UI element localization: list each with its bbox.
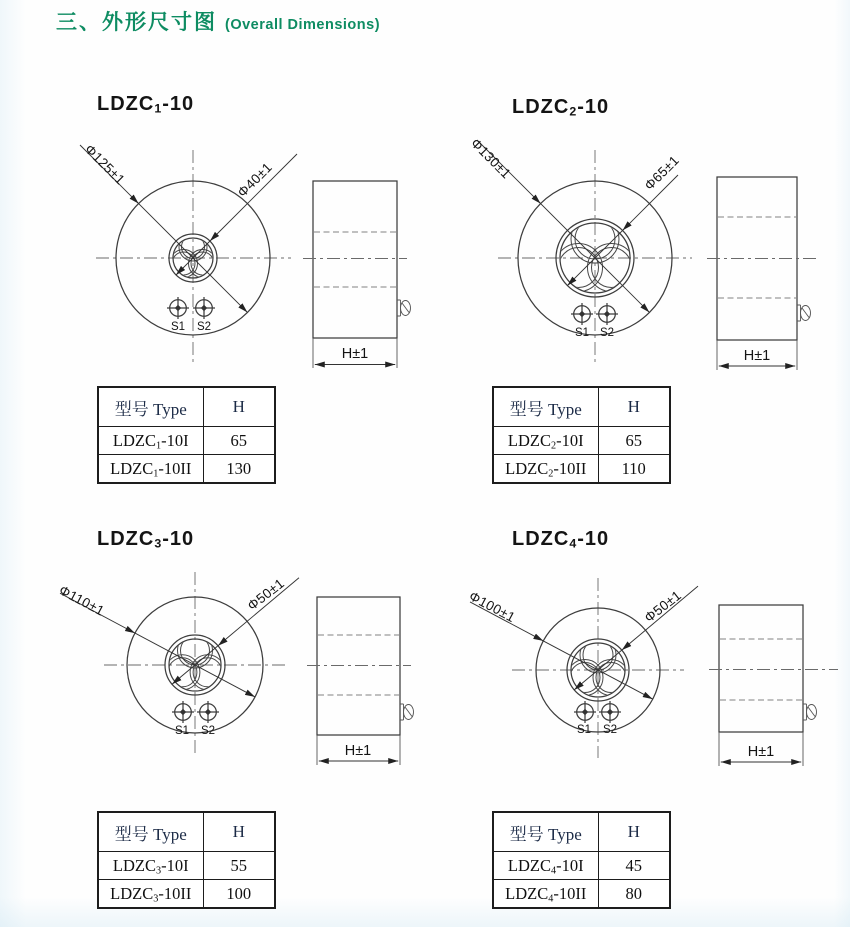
- table-row: [98, 455, 275, 484]
- ldzc4-front-view: [467, 578, 698, 758]
- h-value-cell: 130: [203, 455, 275, 484]
- h-value-cell: 110: [598, 455, 670, 484]
- ldzc3-dimensions-table: [97, 811, 276, 909]
- ldzc2-front-view: [468, 136, 692, 366]
- table-row: [98, 852, 275, 880]
- outer-diameter-label: Φ110±1: [56, 582, 107, 619]
- terminal-label-s1: S1: [574, 327, 590, 339]
- inner-diameter-dimension: [567, 153, 682, 286]
- terminal-screw-icon: [574, 701, 596, 723]
- diagram-title-ldzc4-10: $LDZC_4-10$: [512, 528, 610, 551]
- inner-diameter-label: Φ50±1: [641, 587, 685, 626]
- side-terminal-bolt-icon: [797, 305, 811, 321]
- h-column-header: H: [203, 387, 275, 427]
- h-value-cell: 65: [203, 427, 275, 455]
- ldzc1-side-view: [303, 181, 411, 368]
- terminal-screw-icon: [193, 297, 215, 319]
- table-header-row: [98, 387, 275, 427]
- outer-diameter-label: Φ125±1: [81, 141, 128, 188]
- model-type-cell: $LDZC_4-10II$: [493, 880, 598, 909]
- inner-diameter-label: Φ65±1: [641, 152, 682, 194]
- height-dimension-label: H±1: [743, 348, 771, 364]
- terminal-label-s2: S2: [200, 725, 216, 737]
- side-terminal-bolt-icon: [803, 704, 817, 720]
- h-column-header: H: [598, 387, 670, 427]
- outer-diameter-dimension: [80, 142, 247, 313]
- table-row: [493, 427, 670, 455]
- side-terminal-bolt-icon: [400, 704, 414, 720]
- h-value-cell: 100: [203, 880, 275, 909]
- terminal-screw-icon: [197, 701, 219, 723]
- terminal-label-s1: S1: [576, 724, 592, 736]
- terminal-screw-icon: [167, 297, 189, 319]
- inner-diameter-label: Φ40±1: [234, 159, 275, 201]
- side-terminal-bolt-icon: [397, 300, 411, 316]
- terminal-screw-icon: [571, 303, 593, 325]
- ldzc3-side-view: [307, 597, 414, 765]
- model-type-cell: $LDZC_4-10I$: [493, 852, 598, 880]
- page-title: [56, 6, 380, 36]
- table-row: [98, 880, 275, 909]
- terminal-screw-icon: [599, 701, 621, 723]
- height-dimension-label: H±1: [341, 346, 369, 362]
- terminal-label-s2: S2: [599, 327, 615, 339]
- ldzc3-front-view: [57, 572, 299, 756]
- model-type-cell: $LDZC_2-10II$: [493, 455, 598, 484]
- inner-diameter-dimension: [574, 586, 698, 690]
- terminal-label-s2: S2: [602, 724, 618, 736]
- terminal-label-s1: S1: [174, 725, 190, 737]
- table-row: [98, 427, 275, 455]
- h-column-header: H: [598, 812, 670, 852]
- table-header-row: [98, 812, 275, 852]
- type-column-header: 型号 Type: [98, 387, 203, 427]
- table-row: [493, 880, 670, 909]
- h-column-header: H: [203, 812, 275, 852]
- outer-diameter-dimension: [467, 588, 653, 699]
- model-type-cell: $LDZC_3-10I$: [98, 852, 203, 880]
- ldzc2-dimensions-table: [492, 386, 671, 484]
- model-type-cell: $LDZC_3-10II$: [98, 880, 203, 909]
- inner-diameter-dimension: [176, 154, 297, 275]
- terminal-screw-icon: [172, 701, 194, 723]
- terminal-screw-icon: [596, 303, 618, 325]
- model-type-cell: $LDZC_1-10I$: [98, 427, 203, 455]
- ldzc1-front-view: [80, 142, 297, 366]
- inner-diameter-label: Φ50±1: [244, 575, 288, 614]
- h-value-cell: 65: [598, 427, 670, 455]
- height-dimension-label: H±1: [747, 744, 775, 760]
- diagram-title-ldzc3-10: $LDZC_3-10$: [97, 528, 195, 551]
- table-header-row: [493, 812, 670, 852]
- inner-diameter-dimension: [172, 576, 299, 685]
- page-title-zh: 三、外形尺寸图: [56, 11, 217, 34]
- table-row: [493, 455, 670, 484]
- ldzc4-dimensions-table: [492, 811, 671, 909]
- page-title-en: (Overall Dimensions): [225, 17, 381, 33]
- ldzc1-dimensions-table: [97, 386, 276, 484]
- diagram-title-ldzc2-10: $LDZC_2-10$: [512, 96, 610, 119]
- outer-diameter-label: Φ130±1: [467, 135, 514, 182]
- height-dimension-label: H±1: [344, 743, 372, 759]
- ldzc4-side-view: [709, 605, 838, 766]
- table-header-row: [493, 387, 670, 427]
- h-value-cell: 45: [598, 852, 670, 880]
- type-column-header: 型号 Type: [493, 812, 598, 852]
- type-column-header: 型号 Type: [98, 812, 203, 852]
- h-value-cell: 80: [598, 880, 670, 909]
- type-column-header: 型号 Type: [493, 387, 598, 427]
- ldzc2-side-view: [707, 177, 818, 370]
- terminal-label-s1: S1: [170, 321, 186, 333]
- outer-diameter-label: Φ100±1: [466, 588, 518, 626]
- terminal-label-s2: S2: [196, 321, 212, 333]
- diagram-title-ldzc1-10: $LDZC_1-10$: [97, 93, 195, 116]
- h-value-cell: 55: [203, 852, 275, 880]
- model-type-cell: $LDZC_2-10I$: [493, 427, 598, 455]
- table-row: [493, 852, 670, 880]
- model-type-cell: $LDZC_1-10II$: [98, 455, 203, 484]
